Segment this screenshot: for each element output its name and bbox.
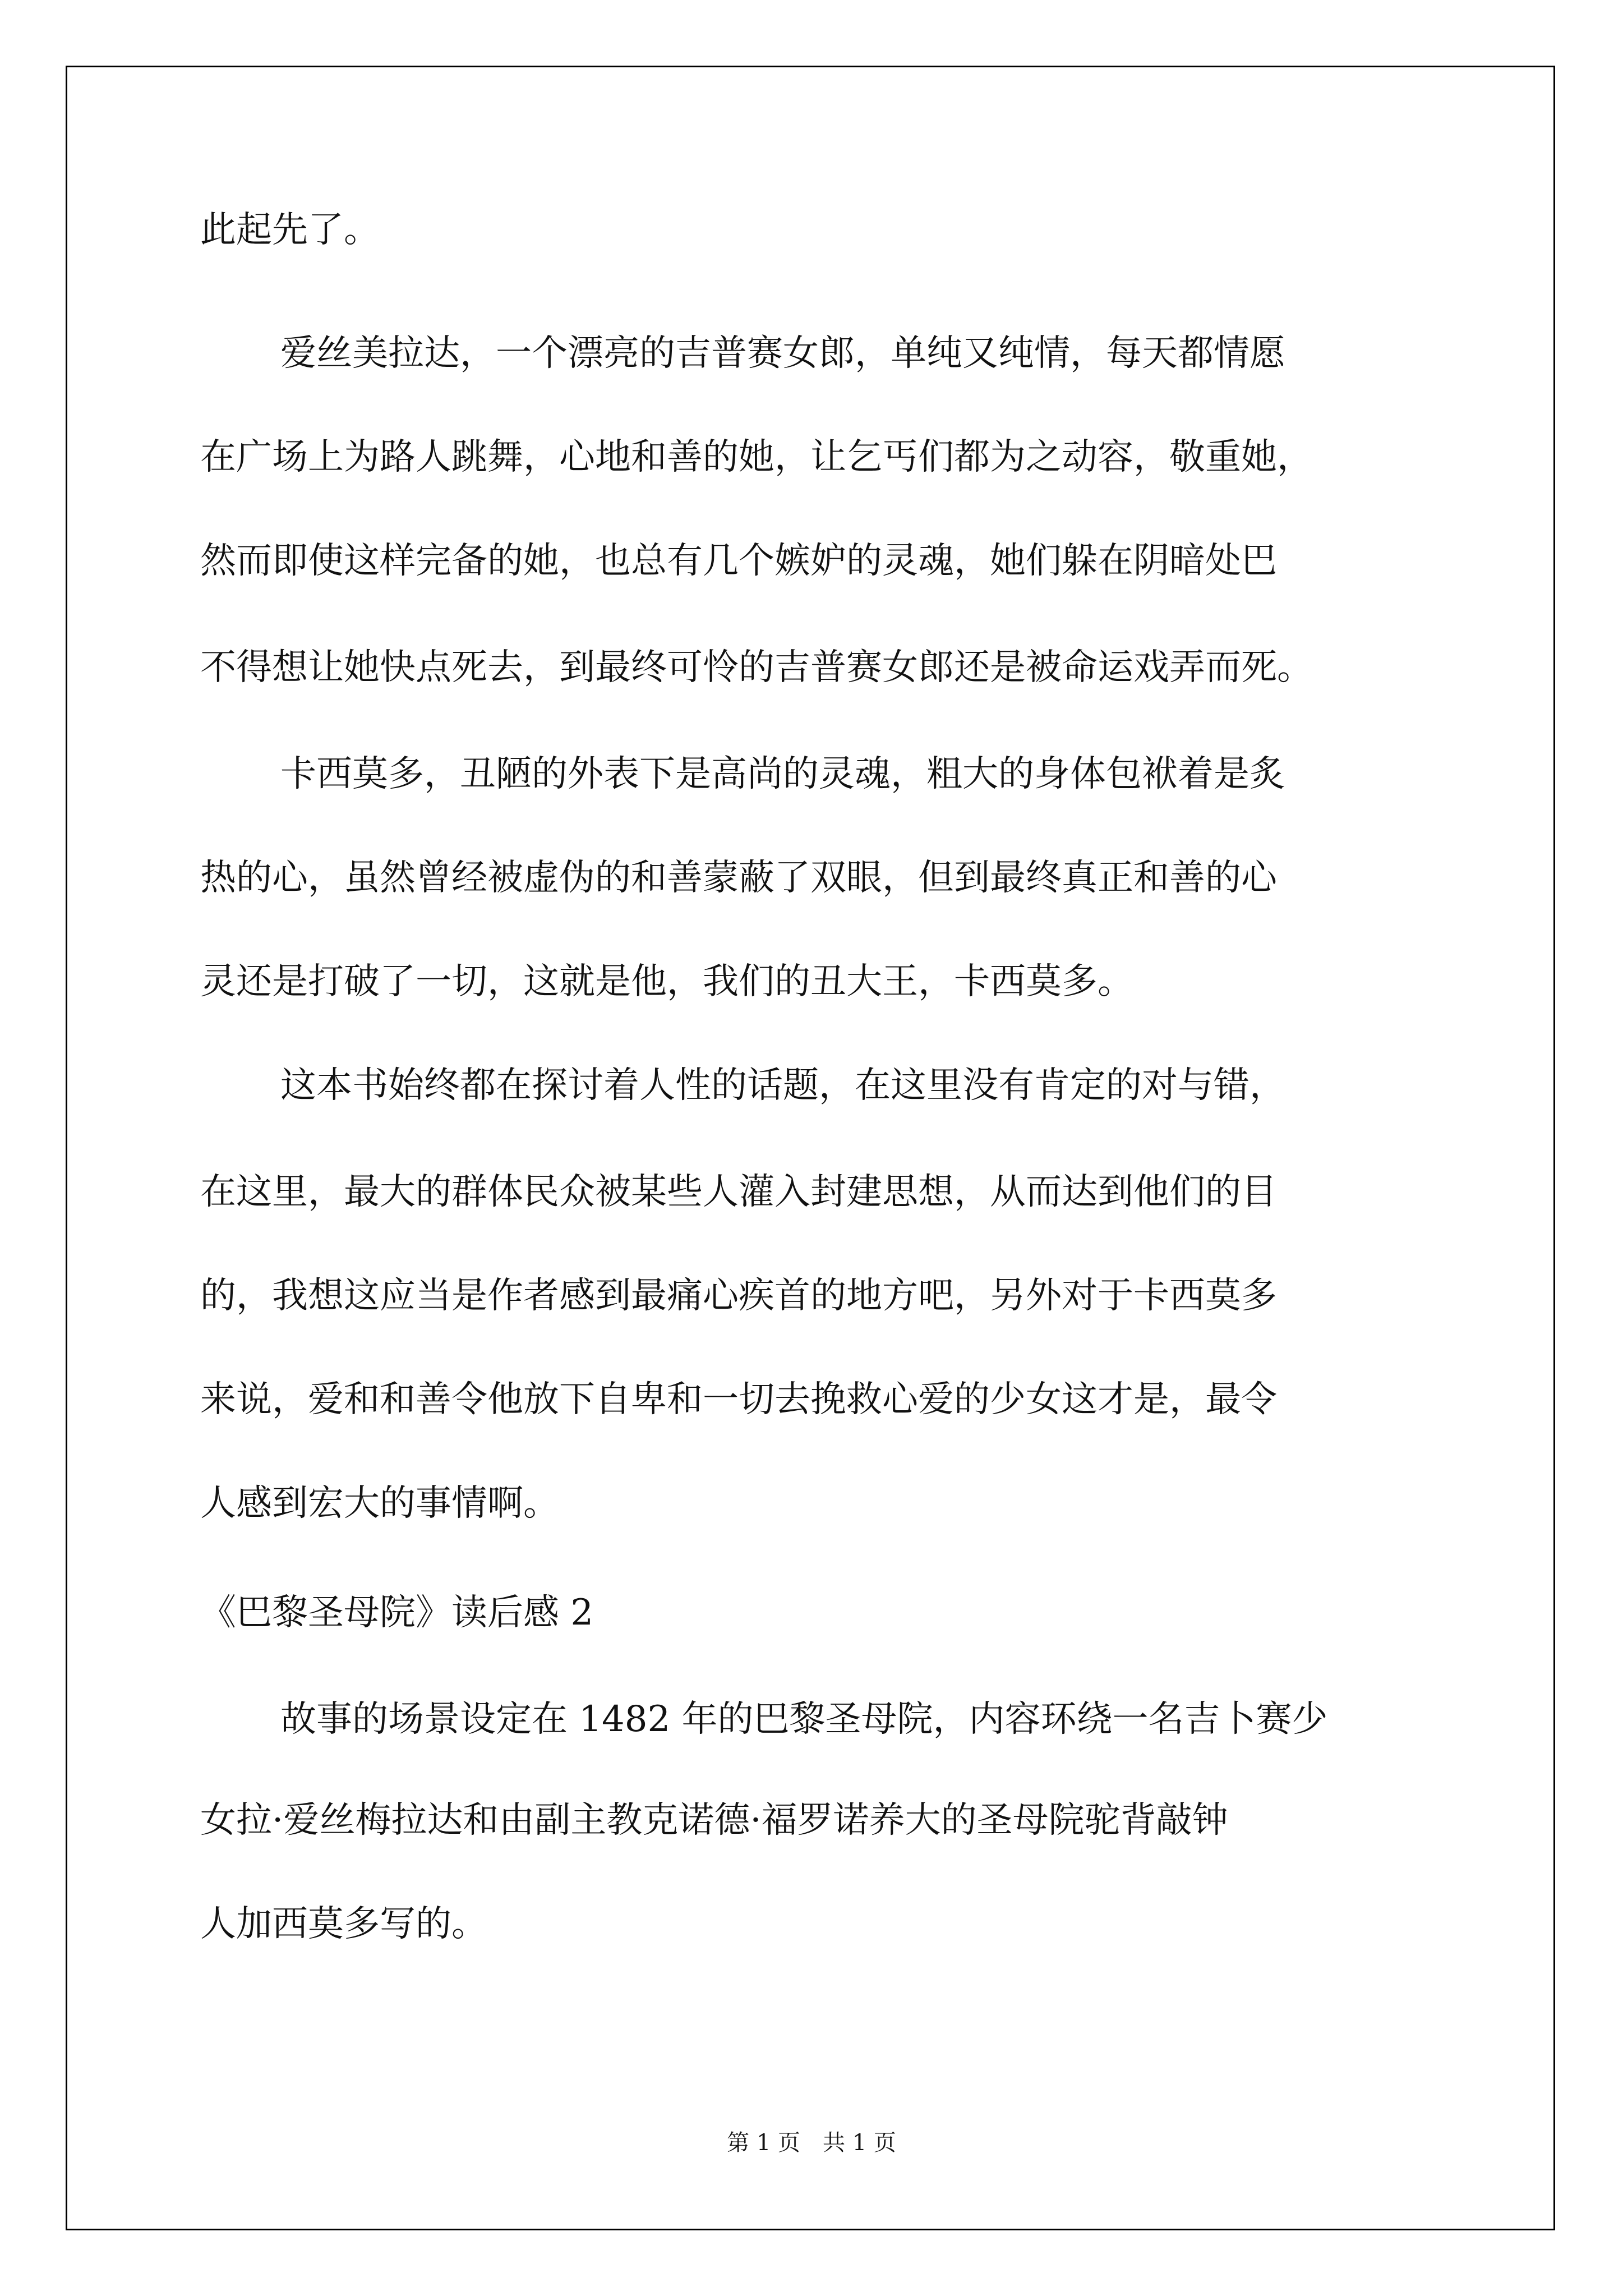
text-line-16: 人加西莫多写的。 bbox=[200, 1903, 487, 1945]
text-line-11: 的，我想这应当是作者感到最痛心疾首的地方吧，另外对于卡西莫多 bbox=[200, 1275, 1277, 1317]
text-line-2: 爱丝美拉达，一个漂亮的吉普赛女郎，单纯又纯情，每天都情愿 bbox=[280, 333, 1285, 374]
text-line-6: 卡西莫多，丑陋的外表下是高尚的灵魂，粗大的身体包袱着是炙 bbox=[280, 753, 1285, 795]
text-line-5: 不得想让她快点死去，到最终可怜的吉普赛女郎还是被命运戏弄而死。 bbox=[200, 647, 1313, 688]
text-line-13: 人感到宏大的事情啊。 bbox=[200, 1483, 559, 1524]
text-line-7: 热的心，虽然曾经被虚伪的和善蒙蔽了双眼，但到最终真正和善的心 bbox=[200, 857, 1277, 899]
text-line-4: 然而即使这样完备的她，也总有几个嫉妒的灵魂，她们躲在阴暗处巴 bbox=[200, 540, 1277, 582]
text-line-10: 在这里，最大的群体民众被某些人灌入封建思想，从而达到他们的目 bbox=[200, 1171, 1277, 1213]
text-line-1: 此起先了。 bbox=[200, 209, 380, 251]
text-line-9: 这本书始终都在探讨着人性的话题，在这里没有肯定的对与错， bbox=[280, 1065, 1285, 1106]
text-line-14: 故事的场景设定在 1482 年的巴黎圣母院，内容环绕一名吉卜赛少 bbox=[280, 1699, 1328, 1740]
text-line-8: 灵还是打破了一切，这就是他，我们的丑大王，卡西莫多。 bbox=[200, 961, 1133, 1002]
text-line-3: 在广场上为路人跳舞，心地和善的她，让乞丐们都为之动容，敬重她， bbox=[200, 436, 1313, 478]
section-heading: 《巴黎圣母院》读后感 2 bbox=[200, 1592, 594, 1634]
text-line-12: 来说，爱和和善令他放下自卑和一切去挽救心爱的少女这才是，最令 bbox=[200, 1379, 1277, 1420]
page-footer: 第 1 页 共 1 页 bbox=[727, 2130, 896, 2156]
text-line-15: 女拉·爱丝梅拉达和由副主教克诺德·福罗诺养大的圣母院驼背敲钟 bbox=[200, 1800, 1228, 1841]
